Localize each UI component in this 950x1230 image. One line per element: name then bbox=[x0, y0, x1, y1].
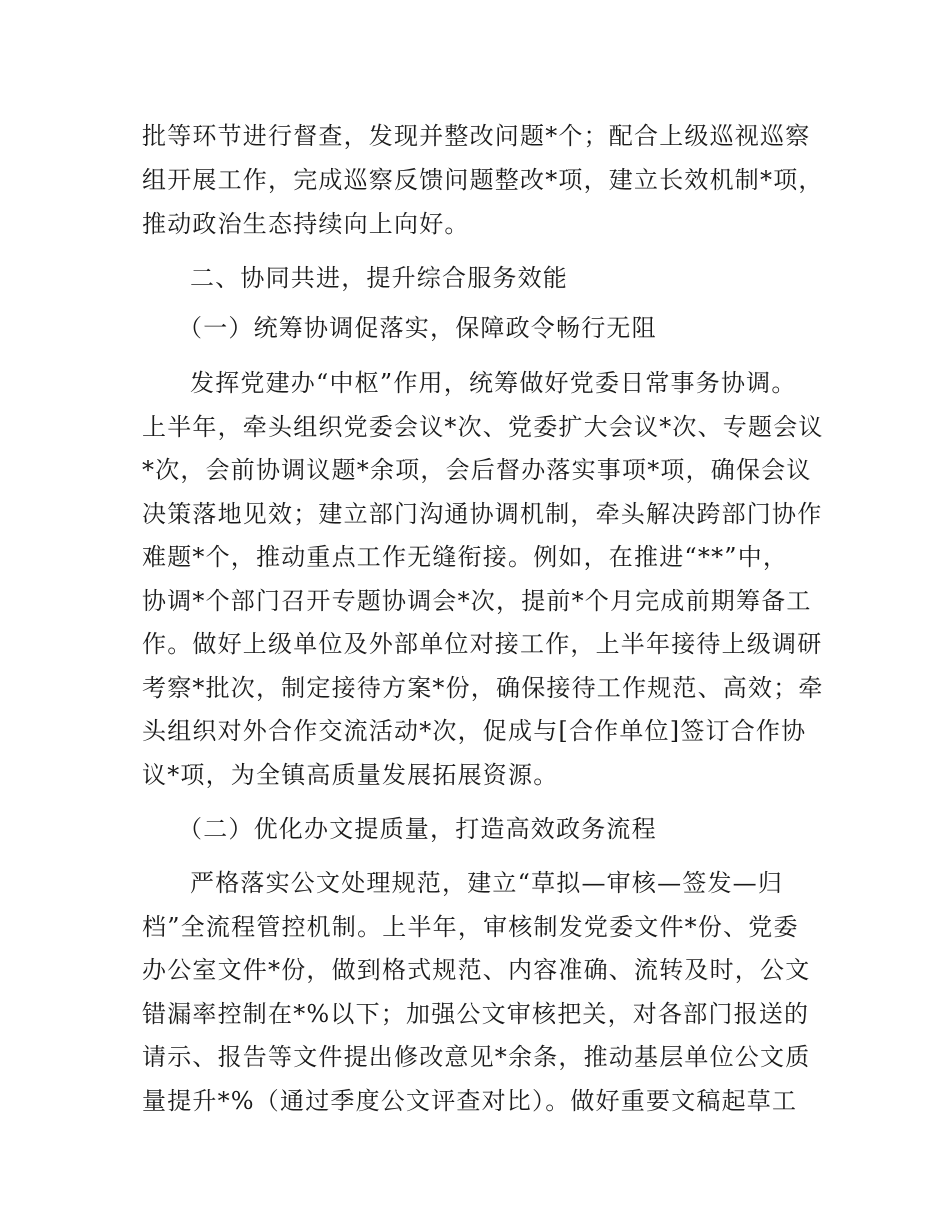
paragraph-line: 档”全流程管控机制。上半年，审核制发党委文件*份、党委 bbox=[142, 913, 799, 941]
paragraph-line: 决策落地见效；建立部门沟通协调机制，牵头解决跨部门协作 bbox=[142, 500, 823, 528]
paragraph-line: 严格落实公文处理规范，建立“草拟—审核—签发—归 bbox=[190, 869, 784, 897]
paragraph-line: 协调*个部门召开专题协调会*次，提前*个月完成前期筹备工 bbox=[142, 587, 812, 615]
paragraph-line: 头组织对外合作交流活动*次，促成与[合作单位]签订合作协 bbox=[142, 717, 807, 745]
paragraph-line: 办公室文件*份，做到格式规范、内容准确、流转及时，公文 bbox=[142, 956, 811, 984]
paragraph-line: 作。做好上级单位及外部单位对接工作，上半年接待上级调研 bbox=[142, 630, 823, 658]
paragraph-line: 推动政治生态持续向上向好。 bbox=[142, 210, 470, 238]
paragraph-line: 议*项，为全镇高质量发展拓展资源。 bbox=[142, 761, 559, 789]
paragraph-line: 错漏率控制在*%以下；加强公文审核把关，对各部门报送的 bbox=[142, 1000, 810, 1028]
paragraph-line: 发挥党建办“中枢”作用，统筹做好党委日常事务协调。 bbox=[190, 369, 797, 397]
paragraph-line: 量提升*%（通过季度公文评查对比）。做好重要文稿起草工 bbox=[142, 1087, 798, 1115]
paragraph-line: 考察*批次，制定接待方案*份，确保接待工作规范、高效；牵 bbox=[142, 674, 824, 702]
paragraph-line: 组开展工作，完成巡察反馈问题整改*项，建立长效机制*项， bbox=[142, 166, 824, 194]
subsection-heading: （一）统筹协调促落实，保障政令畅行无阻 bbox=[178, 314, 657, 342]
paragraph-line: 批等环节进行督查，发现并整改问题*个；配合上级巡视巡察 bbox=[142, 122, 811, 150]
paragraph-line: 上半年，牵头组织党委会议*次、党委扩大会议*次、专题会议 bbox=[142, 413, 824, 441]
subsection-heading: （二）优化办文提质量，打造高效政务流程 bbox=[178, 815, 657, 843]
paragraph-line: 请示、报告等文件提出修改意见*余条，推动基层单位公文质 bbox=[142, 1043, 811, 1071]
section-heading: 二、协同共进，提升综合服务效能 bbox=[190, 264, 568, 292]
paragraph-line: 难题*个，推动重点工作无缝衔接。例如，在推进“**”中， bbox=[142, 543, 789, 571]
paragraph-line: *次，会前协调议题*余项，会后督办落实事项*项，确保会议 bbox=[142, 456, 812, 484]
